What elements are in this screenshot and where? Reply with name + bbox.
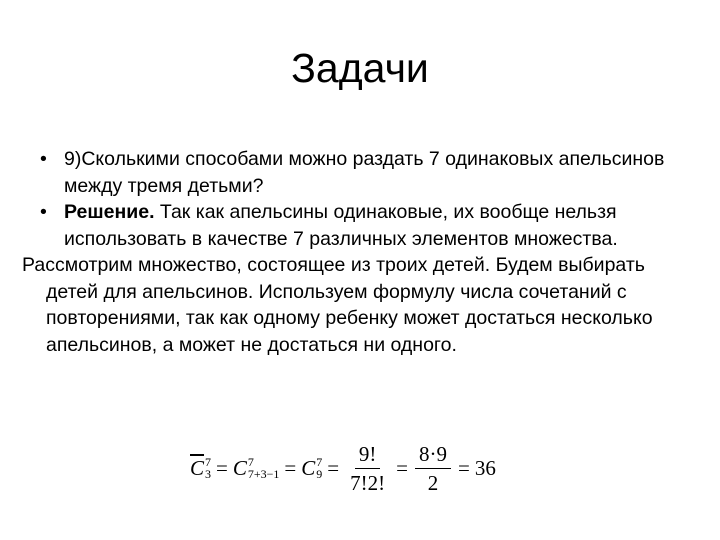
formula-equals: = xyxy=(457,455,470,480)
formula-term3-sub: 9 xyxy=(316,467,323,481)
bullet-marker: • xyxy=(40,201,47,223)
formula-equals: = xyxy=(216,455,228,480)
fraction-2-numerator: 8·9 xyxy=(415,442,451,469)
bullet-marker: • xyxy=(40,148,47,170)
formula-term1-sup: 7 xyxy=(205,455,212,469)
formula-term2-scripts xyxy=(248,456,280,480)
slide-content xyxy=(22,146,680,358)
solution-text: Так как апельсины одинаковые, их вообще нельзя использовать в качестве 7 различных элементов множества. xyxy=(64,201,618,250)
bullet-question xyxy=(40,146,680,199)
formula-c: C xyxy=(301,455,316,480)
formula-fraction-2 xyxy=(415,442,451,495)
formula-term2-sub: 7+3−1 xyxy=(247,467,280,481)
fraction-1-numerator: 9! xyxy=(355,442,381,469)
bullet-solution xyxy=(40,199,680,252)
formula-equals: = xyxy=(396,455,408,480)
formula-term1-sub: 3 xyxy=(205,467,212,481)
formula-c-bar: $\overline{C}$ xyxy=(190,455,205,480)
solution-label: Решение. xyxy=(64,201,155,223)
formula-equals: = xyxy=(327,455,340,480)
explanation-paragraph: Рассмотрим множество, состоящее из троих детей. Будем выбирать детей для апельсинов. Используем формулу числа сочетаний с повторениями, так как одному ребенку может достаться несколько апельсинов, а может не достаться ни одного. xyxy=(22,254,653,356)
question-text: 9)Сколькими способами можно раздать 7 одинаковых апельсинов между тремя детьми? xyxy=(64,148,665,197)
fraction-1-denominator: 7!2! xyxy=(350,470,386,495)
combination-formula xyxy=(190,438,496,498)
fraction-2-denominator: 2 xyxy=(427,470,439,495)
formula-fraction-1 xyxy=(346,442,389,495)
formula-result: 36 xyxy=(474,455,496,480)
formula-c: C xyxy=(232,455,247,480)
formula-equals: = xyxy=(284,455,297,480)
formula-term3-sup: 7 xyxy=(316,455,323,469)
slide-title: Задачи xyxy=(291,45,429,91)
formula-term3-scripts xyxy=(316,456,322,480)
formula-term2-sup: 7 xyxy=(247,455,254,469)
formula-term1-scripts xyxy=(205,456,211,480)
